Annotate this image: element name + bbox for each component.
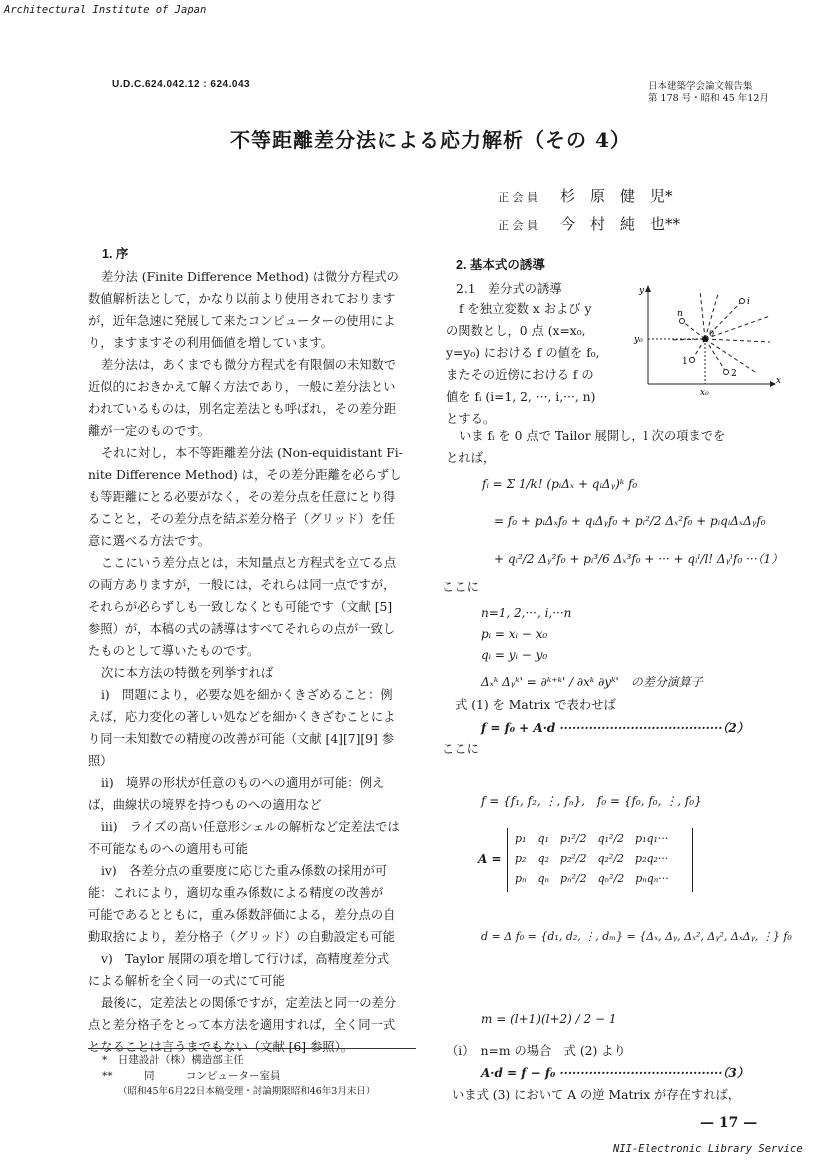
footnote: ** 同 コンピューター室員 [102, 1070, 281, 1082]
subsection-heading: 2.1 差分式の誘導 [456, 282, 562, 296]
page-number: — 17 — [700, 1115, 758, 1131]
udc-code: U.D.C.624.042.12 : 624.043 [112, 79, 251, 90]
paragraph-line: 最後に，定差法との関係ですが，定差法と同一の差分 [101, 996, 397, 1010]
paragraph-line: も等距離にとる必要がなく，その差分点を任意にとり得 [88, 490, 396, 504]
paragraph-line: われているものは，別名定差法とも呼ばれ，その差分距 [88, 402, 397, 416]
equation-3: A·d = f − f₀ ·······································（3） [481, 1066, 749, 1080]
vector-f: f = {f₁, f₂, ⋮, fₙ}, f₀ = {f₀, f₀, ⋮, f₀} [481, 794, 702, 808]
label-i: i [747, 297, 750, 307]
matrix-a [515, 829, 669, 889]
point-n [680, 319, 685, 324]
paragraph-line: による解析を全く同一の式にて可能 [88, 974, 285, 988]
journal-line1: 日本建築学会論文報告集 [648, 81, 753, 92]
label-x0: x₀ [700, 388, 709, 398]
section-heading: 2. 基本式の誘導 [456, 258, 545, 272]
intro-line: y=y₀) における f の値を f₀, [446, 346, 600, 360]
matrix-row: pₙ qₙ pₙ²/2 qₙ²/2 pₙqₙ··· [515, 872, 669, 885]
paragraph-line: 離が一定のものです。 [88, 424, 210, 438]
paper-title: 不等距離差分法による応力解析（その 4） [230, 128, 631, 152]
paragraph-line: えば，応力変化の著しい処などを細かくきざむことによ [88, 710, 396, 724]
m-equation: m = (l+1)(l+2) / 2 − 1 [481, 1012, 617, 1026]
paragraph-line: それに対し，本不等距離差分法 (Non-equidistant Fi- [101, 446, 403, 460]
definition: pᵢ = xᵢ − x₀ [481, 627, 548, 641]
paragraph-line: 数値解析法として，かなり以前より使用されております [88, 292, 396, 306]
point-2 [724, 370, 729, 375]
paragraph-line: ii) 境界の形状が任意のものへの適用が可能：例え [101, 776, 385, 790]
intro-line: の関数とし，0 点 (x=x₀, [446, 324, 586, 338]
paragraph-line: 能：これにより，適切な重み係数による精度の改善が [88, 886, 384, 900]
footnote: （昭和45年6月22日本稿受理・討論期限昭和46年3月末日） [118, 1086, 376, 1097]
paragraph-line: 意に選べる方法です。 [88, 534, 210, 548]
publisher-header: Architectural Institute of Japan [4, 4, 207, 16]
koko-label: ここに [442, 742, 479, 756]
last-line: いま式 (3) において A の逆 Matrix が存在すれば， [452, 1088, 741, 1102]
definition: qᵢ = yᵢ − y₀ [481, 648, 548, 662]
paragraph-line: 点と差分格子をとって本方法を適用すれば，全く同一式 [88, 1018, 396, 1032]
paragraph-line: v) Taylor 展開の項を増して行けば，高精度差分式 [101, 952, 390, 966]
journal-info [648, 81, 769, 105]
paragraph-line: り，ますますその利用価値を増しています。 [88, 336, 333, 350]
paragraph-line: 動取捨により，差分格子（グリッド）の自動設定も可能 [88, 930, 395, 944]
matrix-row: p₁ q₁ p₁²/2 q₁²/2 p₁q₁··· [515, 832, 669, 845]
equation-1-line-1: fᵢ = Σ 1/k! (pᵢΔₓ + qᵢΔᵧ)ᵏ f₀ [482, 477, 638, 491]
matrix-intro: 式 (1) を Matrix で表わせば [455, 698, 616, 712]
paragraph-line: 参照）が，本稿の式の誘導はすべてそれらの点が一致し [88, 622, 396, 636]
paragraph-line: 照） [88, 754, 113, 768]
definitions [481, 603, 703, 693]
footnotes [102, 1052, 375, 1100]
paragraph-line: となることは言うまでもない（文献 [6] 参照）。 [88, 1040, 354, 1054]
text-line: いま fᵢ を 0 点で Tailor 展開し，l 次の項までを [459, 429, 726, 443]
paragraph-line: i) 問題により，必要な処を細かくきざめること：例 [101, 688, 393, 702]
paragraph-line: り同一未知数での精度の改善が可能（文献 [4][7][9] 参 [88, 732, 395, 746]
coordinate-figure [630, 280, 780, 398]
koko-label: ここに [442, 580, 479, 594]
intro-line: f を独立変数 x および y [459, 302, 592, 316]
paragraph-line: iii) ライズの高い任意形シェルの解析など定差法では [101, 820, 400, 834]
label-y: y [639, 286, 645, 296]
paragraph-line: 可能であるとともに，重み係数評価による，差分点の自 [88, 908, 396, 922]
y-axis-arrow [645, 285, 651, 292]
footer-service: NII-Electronic Library Service [613, 1143, 803, 1155]
label-y0: y₀ [634, 335, 643, 345]
intro-line: 値を fᵢ (i=1, 2, ···, i,···, n) [446, 390, 596, 404]
author-name: 杉 原 健 児* [560, 187, 673, 205]
point-1 [690, 358, 695, 363]
paragraph-line: が，近年急速に発展して来たコンピューターの使用によ [88, 314, 396, 328]
label-two: 2 [731, 369, 737, 379]
left-column [88, 244, 416, 1058]
journal-line2: 第 178 号・昭和 45 年12月 [648, 93, 769, 104]
paragraph-line: 差分法は，あくまでも微分方程式を有限個の未知数で [101, 358, 397, 372]
intro-line: とする。 [446, 412, 496, 426]
label-x: x [776, 376, 782, 386]
author-role: 正 会 員 [498, 219, 538, 232]
paragraph-line: ることと，その差分点を結ぶ差分格子（グリッド）を任 [88, 512, 395, 526]
paragraph-line: 次に本方法の特徴を列挙すれば [101, 666, 274, 680]
paragraph-line: の両方ありますが，一般には，それらは同一点ですが， [88, 578, 396, 592]
intro-text [446, 298, 636, 430]
matrix-row: p₂ q₂ p₂²/2 q₂²/2 p₂q₂··· [515, 852, 669, 865]
footnote: * 日建設計（株）構造部主任 [102, 1054, 244, 1066]
equation-1-line-3: + qᵢ²/2 Δᵧ²f₀ + pᵢ³/6 Δₓ³f₀ + ··· + qᵢˡ/l! Δᵧˡf₀ ···（1） [494, 552, 784, 566]
label-zero: 0 [709, 329, 715, 338]
paragraph-line: 不可能なものへの適用も可能 [88, 842, 248, 856]
label-one: 1 [682, 357, 688, 367]
definition: Δₓᵏ Δᵧᵏ' = ∂ᵏ⁺ᵏ' / ∂xᵏ ∂yᵏ' の差分演算子 [481, 675, 703, 689]
author-role: 正 会 員 [498, 191, 538, 204]
paragraph-line: ば，曲線状の境界を持つものへの適用など [88, 798, 322, 812]
definition: n=1, 2,···, i,···n [481, 606, 572, 620]
left-paragraphs [88, 266, 416, 1058]
point-i [740, 299, 745, 304]
author-block [498, 183, 680, 239]
paragraph-line: nite Difference Method) は，その差分距離を必らずし [88, 468, 402, 482]
author-name: 今 村 純 也** [560, 215, 681, 233]
paragraph-line: iv) 各差分点の重要度に応じた重み係数の採用が可 [101, 864, 388, 878]
vector-d: d = Δ f₀ = {d₁, d₂, ⋮, dₘ} = {Δₓ, Δᵧ, Δₓ², Δᵧ², ΔₓΔᵧ, ⋮} f₀ [481, 930, 792, 943]
case-i: （i） n=m の場合 式 (2) より [446, 1044, 626, 1058]
section-heading: 1. 序 [102, 247, 129, 261]
matrix-a-label: A = [478, 852, 502, 866]
paragraph-line: 差分法 (Finite Difference Method) は微分方程式の [101, 270, 399, 284]
point-zero [702, 336, 708, 342]
paragraph-line: 近似的におきかえて解く方法であり，一般に差分法とい [88, 380, 396, 394]
paragraph-line: それらが必らずしも一致しなくとも可能です（文献 [5] [88, 600, 393, 614]
intro-line: またその近傍における f の [446, 368, 594, 382]
label-n: n [677, 309, 683, 319]
equation-2: f = f₀ + A·d ·······································（2） [481, 721, 749, 735]
taylor-intro [446, 425, 786, 469]
equation-1-line-2: = f₀ + pᵢΔₓf₀ + qᵢΔᵧf₀ + pᵢ²/2 Δₓ²f₀ + pᵢqᵢΔₓΔᵧf₀ [494, 514, 766, 528]
paragraph-line: ここにいう差分点とは，未知量点と方程式を立てる点 [101, 556, 397, 570]
text-line: とれば， [446, 451, 496, 465]
paragraph-line: たものとして導いたものです。 [88, 644, 260, 658]
